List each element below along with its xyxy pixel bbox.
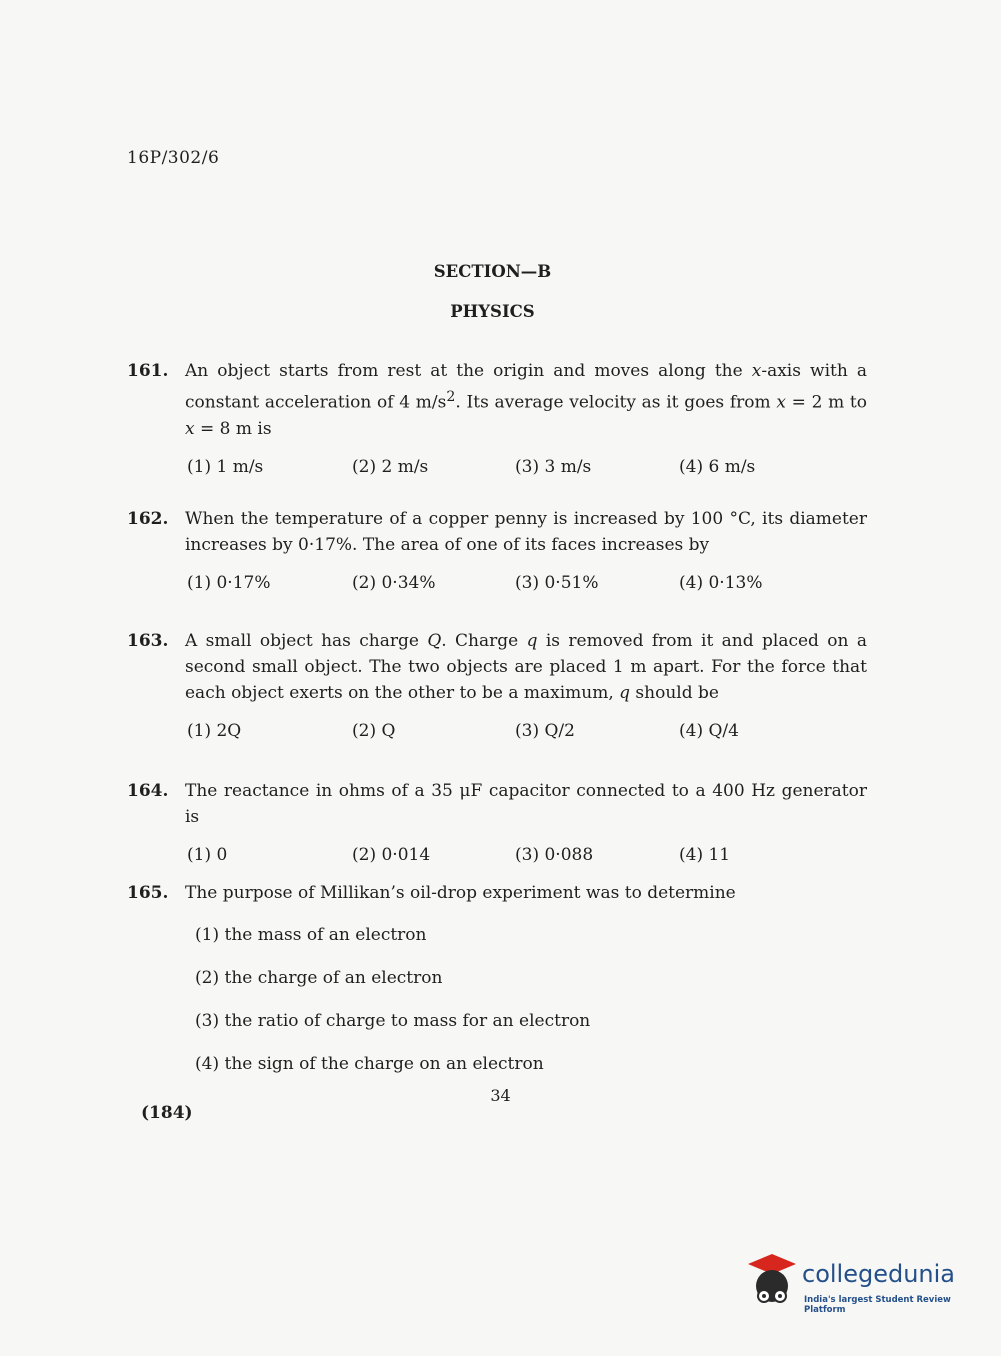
- question-text: A small object has charge Q. Charge q is removed from it and placed on a second small object. The two objects are placed 1 m apart. For the force that each object exerts on the other to be a maximum, q should be: [185, 631, 867, 703]
- options-row: [187, 454, 867, 480]
- option-3: (3) the ratio of charge to mass for an electron: [195, 1011, 591, 1031]
- question-number: 164.: [127, 781, 169, 801]
- section-title: SECTION—B: [433, 262, 552, 281]
- mascot-icon: [742, 1250, 800, 1316]
- option-1: (1) the mass of an electron: [195, 925, 427, 945]
- question-162: [127, 506, 867, 596]
- option-3: (3) Q/2: [515, 721, 575, 741]
- question-text: When the temperature of a copper penny is increased by 100 °C, its diameter increases by 0·17%. The area of one of its faces increases by: [185, 509, 867, 555]
- option-4: (4) 6 m/s: [679, 456, 756, 477]
- question-number: 163.: [127, 631, 169, 651]
- option-4: (4) Q/4: [679, 721, 739, 741]
- option-3: (3) 3 m/s: [515, 456, 592, 477]
- option-4: (4) the sign of the charge on an electron: [195, 1054, 544, 1074]
- option-4: (4) 0·13%: [679, 573, 763, 593]
- option-2: (2) Q: [352, 721, 396, 741]
- option-2: (2) 2 m/s: [352, 456, 429, 477]
- question-165: [127, 880, 867, 1094]
- subject-title: PHYSICS: [450, 302, 535, 321]
- question-text: An object starts from rest at the origin and moves along the x-axis with a constant acceleration of 4 $m/s^2$. Its average velocity as it goes from x = 2 m to x = 8 m is: [185, 361, 868, 439]
- question-number: 162.: [127, 509, 169, 529]
- question-number: 161.: [127, 361, 169, 381]
- options-list: [195, 922, 867, 1077]
- question-161: [127, 358, 867, 480]
- options-row: [187, 718, 867, 744]
- option-2: (2) 0·014: [352, 845, 431, 865]
- question-text: The purpose of Millikan’s oil-drop experiment was to determine: [185, 883, 736, 903]
- paper-code: 16P/302/6: [127, 148, 220, 168]
- option-4: (4) 11: [679, 845, 731, 865]
- folio-number: (184): [141, 1103, 193, 1123]
- question-number: 165.: [127, 883, 169, 903]
- options-row: [187, 842, 867, 868]
- option-1: (1) 1 m/s: [187, 456, 264, 477]
- logo-tagline: India's largest Student Review Platform: [804, 1295, 951, 1315]
- question-163: [127, 628, 867, 744]
- page-number: 34: [490, 1086, 511, 1105]
- option-3: (3) 0·088: [515, 845, 594, 865]
- option-1: (1) 0: [187, 845, 228, 865]
- collegedunia-logo: [742, 1250, 982, 1320]
- question-164: [127, 778, 867, 868]
- option-1: (1) 0·17%: [187, 573, 271, 593]
- option-2: (2) 0·34%: [352, 573, 436, 593]
- option-1: (1) 2Q: [187, 721, 242, 741]
- question-text: The reactance in ohms of a 35 μF capacitor connected to a 400 Hz generator is: [185, 781, 867, 827]
- option-2: (2) the charge of an electron: [195, 968, 443, 988]
- option-3: (3) 0·51%: [515, 573, 599, 593]
- options-row: [187, 570, 867, 596]
- logo-name: collegedunia: [802, 1260, 956, 1288]
